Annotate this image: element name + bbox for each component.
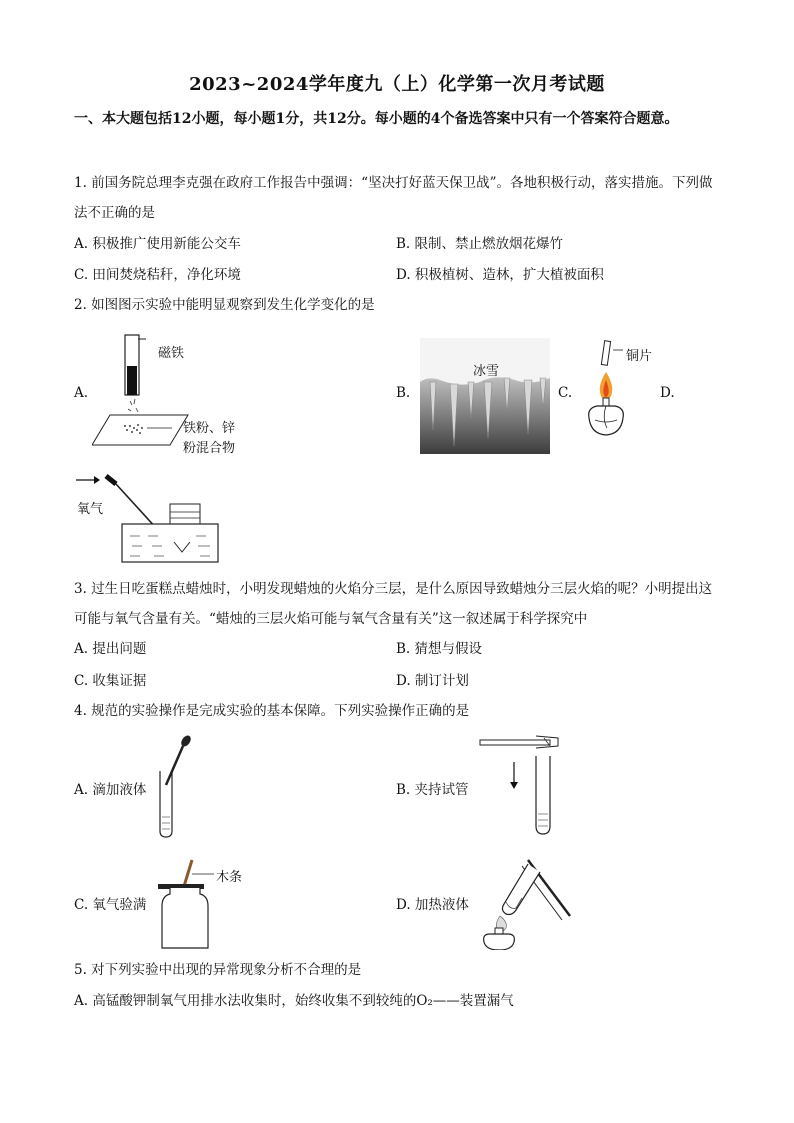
q3-option-d: D. 制订计划 <box>396 673 469 689</box>
stick-label: 木条 <box>216 870 243 885</box>
ice-label: 冰雪 <box>473 364 500 379</box>
section-header: 一、本大题包括12小题，每小题1分，共12分。每小题的4个备选答案中只有一个答案符合题意。 <box>74 111 679 127</box>
q4-option-b: B. 夹持试管 <box>396 782 469 798</box>
q4-option-d: D. 加热液体 <box>396 897 469 913</box>
powder-label-line1: 铁粉、锌 <box>183 421 236 436</box>
q2-option-d-letter: D. <box>660 385 675 401</box>
tube-holder-figure <box>478 734 568 840</box>
q1-option-a: A. 积极推广使用新能公交车 <box>74 236 241 252</box>
dropper-figure <box>150 733 200 841</box>
q5-option-a: A. 高锰酸钾制氧气用排水法收集时，始终收集不到较纯的O₂——装置漏气 <box>74 993 514 1009</box>
q3-option-c: C. 收集证据 <box>74 673 147 689</box>
magnet-label: 磁铁 <box>158 346 185 361</box>
q2-option-c-letter: C. <box>558 385 573 401</box>
q3-option-a: A. 提出问题 <box>74 641 147 657</box>
q3-option-b: B. 猜想与假设 <box>396 641 483 657</box>
oxygen-label: 氧气 <box>77 502 104 517</box>
q4-option-a: A. 滴加液体 <box>74 782 147 798</box>
question-2-stem: 2. 如图图示实验中能明显观察到发生化学变化的是 <box>74 297 375 313</box>
q1-option-d: D. 积极植树、造林，扩大植被面积 <box>396 267 604 283</box>
q1-option-c: C. 田间焚烧秸秆，净化环境 <box>74 267 241 283</box>
question-5-stem: 5. 对下列实验中出现的异常现象分析不合理的是 <box>74 962 362 978</box>
question-1-stem: 1. 前国务院总理李克强在政府工作报告中强调：“坚决打好蓝天保卫战”。各地积极行动，落实措施。下列做法不正确的是 <box>74 175 713 221</box>
icicle-photo <box>420 338 550 454</box>
question-3-stem: 3. 过生日吃蛋糕点蜡烛时，小明发现蜡烛的火焰分三层，是什么原因导致蜡烛分三层火焰的呢？小明提出这可能与氧气含量有关。“蜡烛的三层火焰可能与氧气含量有关”这一叙述属于科学探究中 <box>74 581 713 627</box>
powder-label-line2: 粉混合物 <box>183 441 236 456</box>
question-4-stem: 4. 规范的实验操作是完成实验的基本保障。下列实验操作正确的是 <box>74 703 470 719</box>
page-title: 2023~2024学年度九（上）化学第一次月考试题 <box>189 74 605 95</box>
oxygen-test-figure <box>156 856 266 952</box>
copper-label: 铜片 <box>626 349 653 364</box>
heating-liquid-figure <box>476 858 576 950</box>
q2-option-b-letter: B. <box>396 385 411 401</box>
q2-option-a-letter: A. <box>74 385 89 401</box>
q4-option-c: C. 氧气验满 <box>74 897 147 913</box>
q1-option-b: B. 限制、禁止燃放烟花爆竹 <box>396 236 564 252</box>
